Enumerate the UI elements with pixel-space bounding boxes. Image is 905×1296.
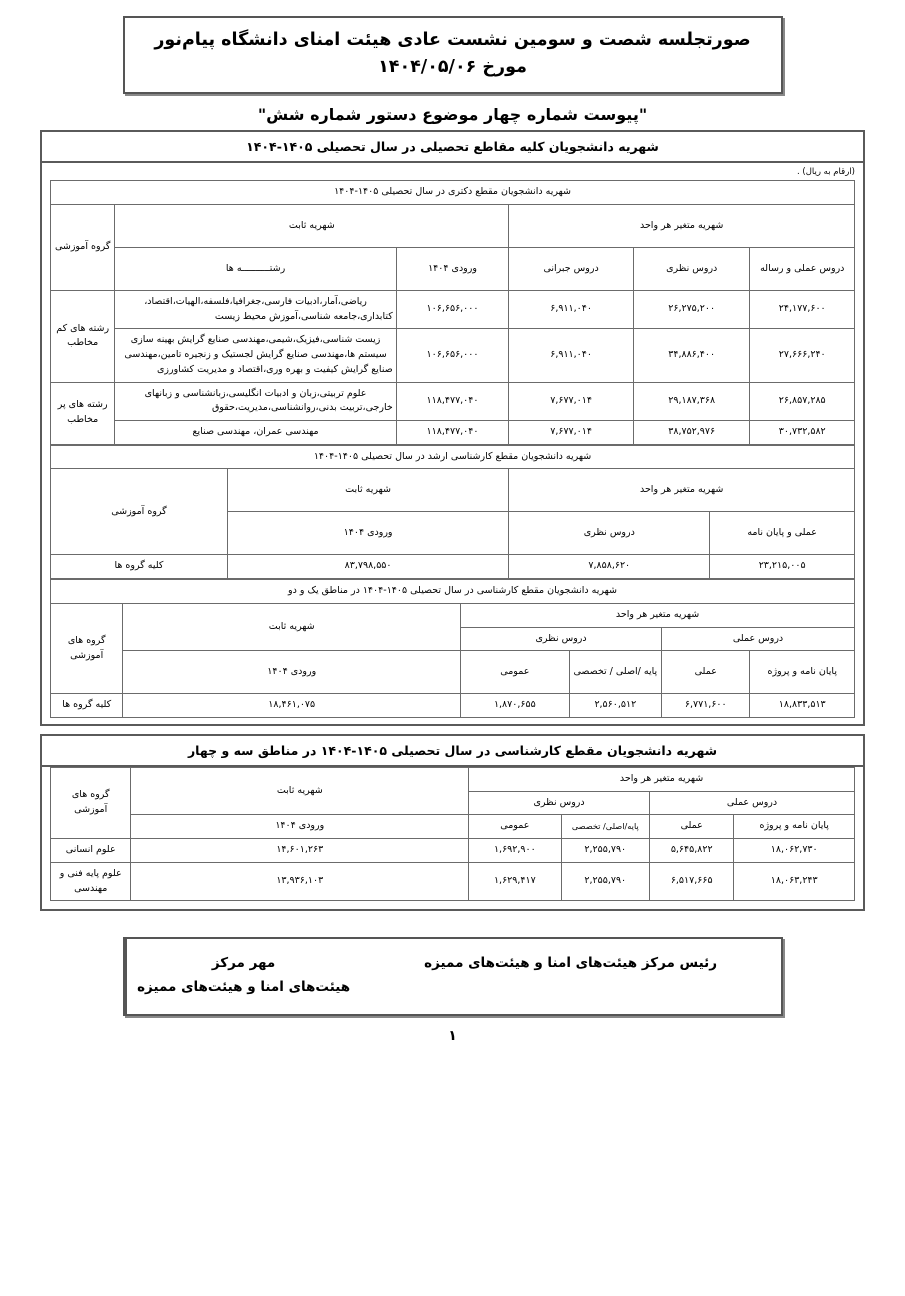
masters-group-column-header: گروه آموزشی xyxy=(51,469,228,555)
bachelor12-variable-fee-header: شهریه متغیر هر واحد xyxy=(461,603,855,627)
phd-row-2-theory: ۲۹,۱۸۷,۳۶۸ xyxy=(633,382,750,420)
phd-fixed-fee-header: شهریه ثابت xyxy=(115,204,509,247)
phd-row-1-practical: ۲۷,۶۶۶,۲۴۰ xyxy=(750,329,855,382)
table-row xyxy=(51,290,855,328)
masters-row-0-practical: ۲۳,۲۱۵,۰۰۵ xyxy=(710,555,855,579)
bachelor12-row-0-group: کلیه گروه ها xyxy=(51,694,123,718)
bachelor12-row-0-base-major: ۲,۵۶۰,۵۱۲ xyxy=(569,694,661,718)
phd-group-column-header: گروه آموزشی xyxy=(51,204,115,290)
phd-row-0-compensatory: ۶,۹۱۱,۰۴۰ xyxy=(509,290,634,328)
phd-group-high-demand: رشته های پر مخاطب xyxy=(51,382,115,444)
bachelor34-section-title: شهریه دانشجویان مقطع کارشناسی در سال تحصیلی ۱۴۰۵-۱۴۰۴ در مناطق سه و چهار xyxy=(42,736,863,767)
bachelor34-base-major-header: پایه/اصلی/ تخصصی xyxy=(561,815,649,839)
bachelor34-row-1-base-major: ۲,۲۵۵,۷۹۰ xyxy=(561,862,649,900)
bachelor12-practical-header: عملی xyxy=(662,651,750,694)
bachelor12-row-0-fixed: ۱۸,۴۶۱,۰۷۵ xyxy=(123,694,461,718)
bachelor34-entry-year-header: ورودی ۱۴۰۴ xyxy=(131,815,469,839)
bachelor34-row-1-group: علوم پایه فنی و مهندسی xyxy=(51,862,131,900)
signature-left-cell xyxy=(361,939,781,1013)
table-row xyxy=(51,329,855,382)
phd-row-0-fields: ریاضی،آمار،ادبیات فارسی،جغرافیا،فلسفه،الهیات،اقتصاد، کتابداری،جامعه شناسی،آموزش محیط زیست xyxy=(115,290,396,328)
bachelor34-practical-group-header: دروس عملی xyxy=(650,791,855,815)
document-title-line-1: صورتجلسه شصت و سومین نشست عادی هیئت امنای دانشگاه پیام‌نور xyxy=(154,30,751,50)
bachelor34-row-1-practical: ۶,۵۱۷,۶۶۵ xyxy=(650,862,734,900)
bachelor-regions-3-4-fees-table xyxy=(50,767,855,901)
phd-row-0-theory: ۲۶,۲۷۵,۲۰۰ xyxy=(633,290,750,328)
fees-inner-wrap xyxy=(42,180,863,724)
phd-theory-header: دروس نظری xyxy=(633,247,750,290)
masters-fees-table xyxy=(50,445,855,579)
table-row xyxy=(51,862,855,900)
bachelor34-group-column-header: گروه های آموزشی xyxy=(51,768,131,839)
masters-row-0-fixed: ۸۳,۷۹۸,۵۵۰ xyxy=(227,555,508,579)
masters-practical-thesis-header: عملی و پایان نامه xyxy=(710,512,855,555)
bachelor12-row-0-general: ۱,۸۷۰,۶۵۵ xyxy=(461,694,570,718)
masters-theory-header: دروس نظری xyxy=(509,512,710,555)
table-row xyxy=(51,839,855,863)
bachelor34-inner-wrap xyxy=(42,767,863,909)
phd-row-0-practical: ۲۴,۱۷۷,۶۰۰ xyxy=(750,290,855,328)
bachelor34-row-0-group: علوم انسانی xyxy=(51,839,131,863)
bachelor12-practical-group-header: دروس عملی xyxy=(662,627,855,651)
phd-section-title-row xyxy=(51,181,855,205)
masters-variable-fee-header: شهریه متغیر هر واحد xyxy=(509,469,855,512)
bachelor34-header-row-1 xyxy=(51,768,855,792)
bachelor34-practical-header: عملی xyxy=(650,815,734,839)
phd-practical-thesis-header: دروس عملی و رساله xyxy=(750,247,855,290)
masters-header-row-1 xyxy=(51,469,855,512)
document-subtitle: "پیوست شماره چهار موضوع دستور شماره شش" xyxy=(257,105,648,125)
phd-variable-fee-header: شهریه متغیر هر واحد xyxy=(509,204,855,247)
phd-row-3-fields: مهندسی عمران، مهندسی صنایع xyxy=(115,421,396,445)
phd-row-3-compensatory: ۷,۶۷۷,۰۱۴ xyxy=(509,421,634,445)
phd-section-title: شهریه دانشجویان مقطع دکتری در سال تحصیلی ۱۴۰۵-۱۴۰۴ xyxy=(51,181,855,205)
table-row xyxy=(51,421,855,445)
masters-section-title-row xyxy=(51,445,855,469)
signature-seal-cell xyxy=(125,939,361,1013)
phd-header-row-1 xyxy=(51,204,855,247)
phd-row-1-theory: ۳۴,۸۸۶,۴۰۰ xyxy=(633,329,750,382)
rial-unit-note: (ارقام به ریال) . xyxy=(797,167,855,178)
bachelor12-fixed-fee-header: شهریه ثابت xyxy=(123,603,461,650)
bachelor34-row-0-fixed: ۱۴,۶۰۱,۲۶۳ xyxy=(131,839,469,863)
phd-row-2-fields: علوم تربیتی،زبان و ادبیات انگلیسی،زبانشناسی و زبانهای خارجی،تربیت بدنی،روانشناسی،مدیریت،حقوق xyxy=(115,382,396,420)
bachelor12-thesis-project-header: پایان نامه و پروژه xyxy=(750,651,855,694)
phd-row-3-fixed: ۱۱۸,۴۷۷,۰۴۰ xyxy=(396,421,509,445)
bachelor34-fixed-fee-header: شهریه ثابت xyxy=(131,768,469,815)
table-row xyxy=(51,694,855,718)
bachelor34-general-header: عمومی xyxy=(469,815,561,839)
masters-row-0-theory: ۷,۸۵۸,۶۲۰ xyxy=(509,555,710,579)
masters-entry-year-header: ورودی ۱۴۰۴ xyxy=(227,512,508,555)
document-title-line-2: مورخ ۱۴۰۴/۰۵/۰۶ xyxy=(378,57,527,78)
phd-row-3-theory: ۳۸,۷۵۲,۹۷۶ xyxy=(633,421,750,445)
table-row xyxy=(51,382,855,420)
bachelor-regions-1-2-fees-table xyxy=(50,579,855,718)
document-title-box xyxy=(123,16,783,94)
all-levels-band-title: شهریه دانشجویان کلیه مقاطع تحصیلی در سال تحصیلی ۱۴۰۵-۱۴۰۴ xyxy=(42,132,863,163)
fees-outer-frame xyxy=(40,130,865,726)
bachelor12-row-0-practical: ۶,۷۷۱,۶۰۰ xyxy=(662,694,750,718)
bachelor12-header-row-3 xyxy=(51,651,855,694)
bachelor12-base-major-header: پایه /اصلی / تخصصی xyxy=(569,651,661,694)
document-page xyxy=(0,16,905,1296)
bachelor12-general-header: عمومی xyxy=(461,651,570,694)
phd-row-3-practical: ۳۰,۷۳۲,۵۸۲ xyxy=(750,421,855,445)
bachelor12-section-title-row xyxy=(51,580,855,604)
bachelor12-theory-group-header: دروس نظری xyxy=(461,627,662,651)
signature-seal-line-2: هیئت‌های امنا و هیئت‌های ممیزه xyxy=(137,978,351,995)
phd-entry-year-header: ورودی ۱۴۰۴ xyxy=(396,247,509,290)
bachelor12-group-column-header: گروه های آموزشی xyxy=(51,603,123,693)
phd-row-0-fixed: ۱۰۶,۶۵۶,۰۰۰ xyxy=(396,290,509,328)
bachelor34-row-0-practical: ۵,۶۴۵,۸۲۲ xyxy=(650,839,734,863)
masters-section-title: شهریه دانشجویان مقطع کارشناسی ارشد در سال تحصیلی ۱۴۰۵-۱۴۰۴ xyxy=(51,445,855,469)
signature-block xyxy=(123,937,783,1015)
bachelor34-row-1-general: ۱,۶۲۹,۴۱۷ xyxy=(469,862,561,900)
bachelor34-row-0-general: ۱,۶۹۲,۹۰۰ xyxy=(469,839,561,863)
phd-header-row-2 xyxy=(51,247,855,290)
masters-fixed-fee-header: شهریه ثابت xyxy=(227,469,508,512)
masters-row-0-group: کلیه گروه ها xyxy=(51,555,228,579)
bachelor34-variable-fee-header: شهریه متغیر هر واحد xyxy=(469,768,855,792)
page-number: ۱ xyxy=(448,1027,457,1044)
bachelor34-header-row-3 xyxy=(51,815,855,839)
bachelor12-header-row-1 xyxy=(51,603,855,627)
phd-fees-table xyxy=(50,180,855,444)
phd-fields-header: رشتــــــــــه ها xyxy=(115,247,396,290)
phd-row-1-compensatory: ۶,۹۱۱,۰۴۰ xyxy=(509,329,634,382)
bachelor34-row-1-fixed: ۱۳,۹۳۶,۱۰۳ xyxy=(131,862,469,900)
bachelor12-entry-year-header: ورودی ۱۴۰۴ xyxy=(123,651,461,694)
phd-group-low-demand: رشته های کم مخاطب xyxy=(51,290,115,382)
bachelor-regions-3-4-frame xyxy=(40,734,865,911)
phd-row-2-compensatory: ۷,۶۷۷,۰۱۴ xyxy=(509,382,634,420)
phd-row-2-practical: ۲۶,۸۵۷,۲۸۵ xyxy=(750,382,855,420)
bachelor12-section-title: شهریه دانشجویان مقطع کارشناسی در سال تحصیلی ۱۴۰۵-۱۴۰۴ در مناطق یک و دو xyxy=(51,580,855,604)
bachelor12-row-0-thesis-project: ۱۸,۸۳۳,۵۱۳ xyxy=(750,694,855,718)
signature-seal-line-1: مهر مرکز xyxy=(211,955,276,972)
phd-row-1-fields: زیست شناسی،فیزیک،شیمی،مهندسی صنایع گرایش بهینه سازی سیستم ها،مهندسی صنایع گرایش لجستیک و زنجیره تامین،مهندسی صنایع گرایش کیفیت و بهره وری،اقتصاد و مدیریت کشاورزی xyxy=(115,329,396,382)
bachelor34-thesis-project-header: پایان نامه و پروژه xyxy=(734,815,855,839)
signature-left-line-1: رئیس مرکز هیئت‌های امنا و هیئت‌های ممیزه xyxy=(424,955,717,972)
bachelor34-row-0-base-major: ۲,۲۵۵,۷۹۰ xyxy=(561,839,649,863)
table-row xyxy=(51,555,855,579)
phd-row-2-fixed: ۱۱۸,۴۷۷,۰۴۰ xyxy=(396,382,509,420)
bachelor34-row-0-thesis-project: ۱۸,۰۶۲,۷۳۰ xyxy=(734,839,855,863)
bachelor34-theory-group-header: دروس نظری xyxy=(469,791,650,815)
phd-row-1-fixed: ۱۰۶,۶۵۶,۰۰۰ xyxy=(396,329,509,382)
phd-compensatory-header: دروس جبرانی xyxy=(509,247,634,290)
bachelor34-row-1-thesis-project: ۱۸,۰۶۳,۲۴۳ xyxy=(734,862,855,900)
